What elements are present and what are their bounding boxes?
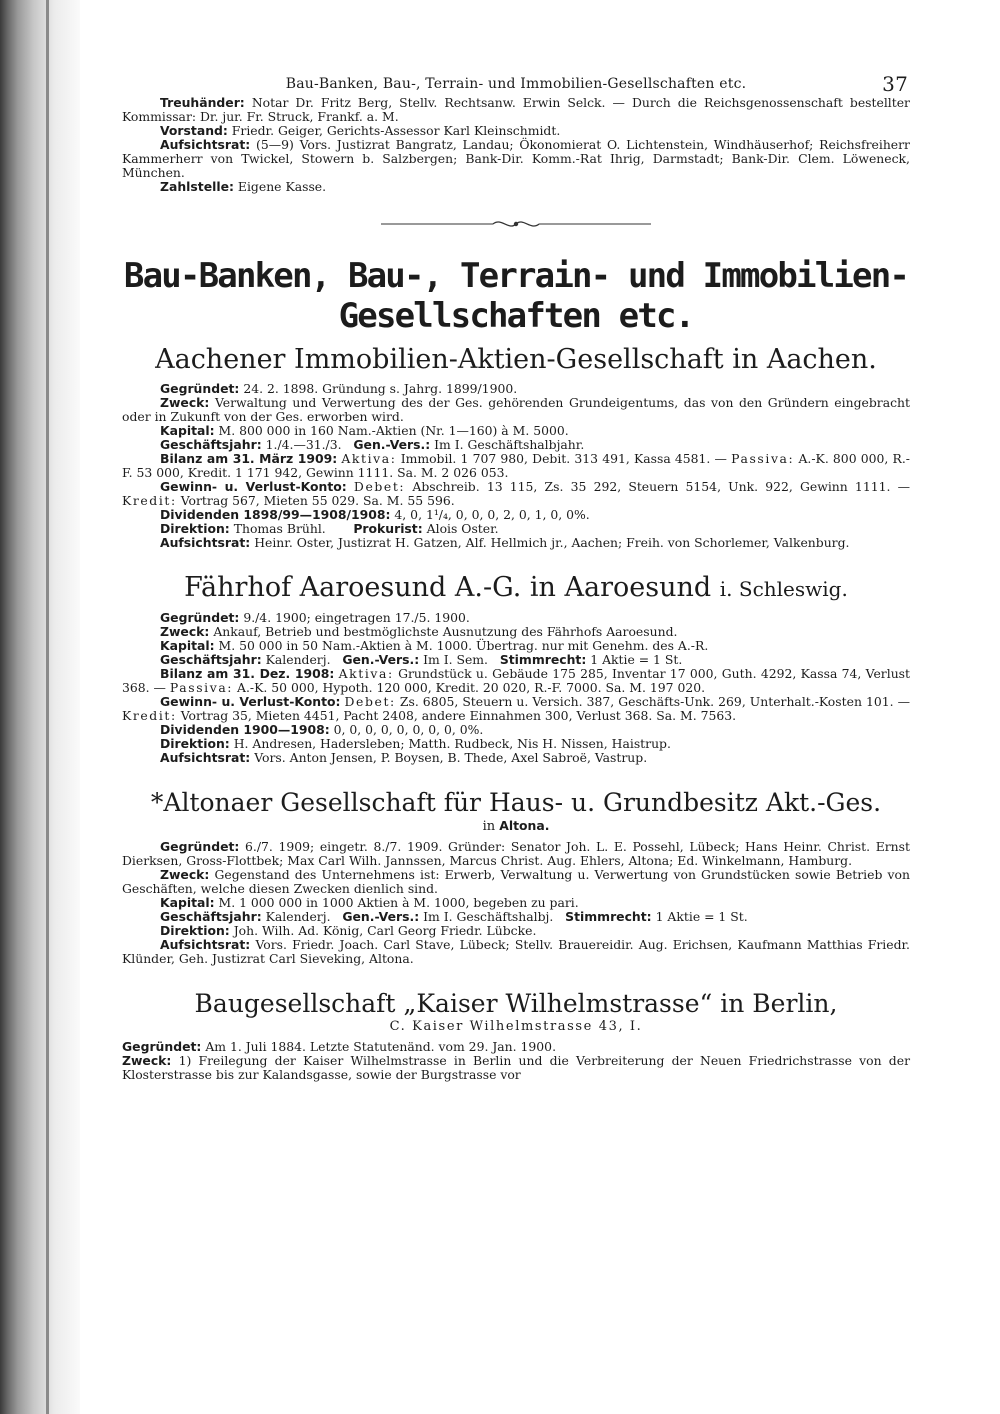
value-text: Immobil. 1 707 980, Debit. 313 491, Kassa 4581. — — [400, 451, 727, 466]
value-text: 9./4. 1900; eingetragen 17./5. 1900. — [243, 610, 470, 625]
key-label: Treuhänder: — [160, 95, 245, 110]
key-label: Gewinn- u. Verlust-Konto: — [160, 479, 347, 494]
value-text: 0, 0, 0, 0, 0, 0, 0, 0, 0%. — [333, 722, 484, 737]
key-label: Stimmrecht: — [565, 909, 652, 924]
value-text: Grundstück u. Gebäude 175 285, Inventar 17 000, Guth. 4292, Kassa 74, Verlust 368. — — [122, 666, 911, 695]
value-text: 1 Aktie = 1 St. — [590, 652, 683, 667]
entry-fiscal-year — [122, 910, 910, 924]
entry-purpose — [122, 625, 910, 639]
value-text: A.-K. 800 000, R.-F. 53 000, Kredit. 1 171 942, Gewinn 1111. Sa. M. 2 026 053. — [122, 451, 910, 480]
value-text: A.-K. 50 000, Hypoth. 120 000, Kredit. 20 020, R.-F. 7000. Sa. M. 197 020. — [237, 680, 706, 695]
page-content — [122, 72, 910, 1082]
entry-capital — [122, 896, 910, 910]
key-label: Geschäftsjahr: — [160, 652, 262, 667]
entry-capital — [122, 424, 910, 438]
value-text: M. 50 000 in 50 Nam.-Aktien à M. 1000. Übertrag. nur mit Genehm. des A.-R. — [218, 638, 709, 653]
entry-dividends — [122, 508, 910, 522]
company-title: *Altonaer Gesellschaft für Haus- u. Grundbesitz Akt.-Ges. — [150, 788, 882, 817]
value-text: Im I. Geschäftshalbj. — [423, 909, 554, 924]
value-text: Vors. Friedr. Joach. Carl Stave, Lübeck; Stellv. Brauereidir. Aug. Erichsen, Kaufmann Matthias Friedr. Klünder, Geh. Justizrat Carl Sieveking, Altona. — [122, 937, 910, 966]
value-text: Im I. Geschäftshalbjahr. — [434, 437, 585, 452]
key-label: Geschäftsjahr: — [160, 909, 262, 924]
spacer — [122, 765, 910, 787]
value-text: (5—9) Vors. Justizrat Bangratz, Landau; Ökonomierat O. Lichtenstein, Windhäuserhof; Reichsfreiherr Kammerherr von Twickel, Stowern b. Salzbergen; Bank-Dir. Komm.-Rat Ihrig, Darmstadt; Bank-Dir. Clem. Löweneck, München. — [122, 137, 910, 180]
key-label: Gen.-Vers.: — [342, 909, 420, 924]
entry-trustee — [122, 96, 910, 124]
entry-supervisory-board — [122, 751, 910, 765]
key-label: Geschäftsjahr: — [160, 437, 262, 452]
value-text: 1 Aktie = 1 St. — [655, 909, 748, 924]
value-text: Ankauf, Betrieb und bestmöglichste Ausnutzung des Fährhofs Aaroesund. — [213, 624, 678, 639]
key-label: Zweck: — [160, 624, 210, 639]
value-text: Am 1. Juli 1884. Letzte Statutenänd. vom 29. Jan. 1900. — [205, 1039, 557, 1054]
value-text: Joh. Wilh. Ad. König, Carl Georg Friedr. Lübcke. — [233, 923, 537, 938]
key-label: Gegründet: — [160, 381, 240, 396]
entry-profit-loss — [122, 695, 910, 723]
value-text: Kalenderj. — [265, 652, 331, 667]
company-title-location: i. Schleswig. — [719, 577, 848, 601]
entry-fiscal-year — [122, 438, 910, 452]
running-header — [122, 72, 910, 96]
key-label: Zweck: — [160, 867, 210, 882]
location-prefix: in — [482, 819, 496, 834]
key-label: Stimmrecht: — [499, 652, 587, 667]
value-text: M. 1 000 000 in 1000 Aktien à M. 1000, begeben zu pari. — [218, 895, 579, 910]
company-address: C. Kaiser Wilhelmstrasse 43, I. — [389, 1019, 643, 1034]
company-entry-aachen — [122, 344, 910, 550]
value-text: 24. 2. 1898. Gründung s. Jahrg. 1899/1900. — [243, 381, 518, 396]
credit-label: Kredit: — [122, 493, 177, 508]
section-title: Bau-Banken, Bau-, Terrain- und Immobilien-Gesellschaften etc. — [123, 256, 909, 336]
key-label: Kapital: — [160, 423, 215, 438]
value-text: Vortrag 35, Mieten 4451, Pacht 2408, andere Einnahmen 300, Verlust 368. Sa. M. 7563. — [180, 708, 737, 723]
value-text: Gegenstand des Unternehmens ist: Erwerb, Verwaltung u. Verwertung von Grundstücken sowie Betrieb von Geschäften, welche diesen Zwecken dienlich sind. — [122, 867, 910, 896]
key-label: Direktion: — [160, 923, 230, 938]
key-label: Aufsichtsrat: — [160, 137, 251, 152]
company-title: Baugesellschaft „Kaiser Wilhelmstrasse“ in Berlin, — [194, 989, 838, 1018]
value-text: 1) Freilegung der Kaiser Wilhelmstrasse in Berlin und die Verbreiterung der Neuen Friedrichstrasse von der Klosterstrasse bis zur Kalandsgasse, sowie der Burgstrasse vor — [122, 1053, 910, 1082]
key-label: Gegründet: — [160, 610, 240, 625]
key-label: Aufsichtsrat: — [160, 937, 251, 952]
key-label: Dividenden 1900—1908: — [160, 722, 330, 737]
ornament-divider — [381, 216, 651, 232]
entry-purpose — [122, 868, 910, 896]
value-text: Friedr. Geiger, Gerichts-Assessor Karl Kleinschmidt. — [231, 123, 561, 138]
value-text: Abschreib. 13 115, Zs. 35 292, Steuern 5154, Unk. 922, Gewinn 1111. — — [412, 479, 910, 494]
value-text: Zs. 6805, Steuern u. Versich. 387, Geschäfts-Unk. 269, Unterhalt.-Kosten 101. — — [399, 694, 910, 709]
key-label: Zweck: — [160, 395, 210, 410]
spacer — [122, 966, 910, 988]
key-label: Gewinn- u. Verlust-Konto: — [160, 694, 341, 709]
value-text: Im I. Sem. — [423, 652, 488, 667]
entry-balance-sheet — [122, 452, 910, 480]
key-label: Prokurist: — [353, 521, 423, 536]
key-label: Kapital: — [160, 895, 215, 910]
company-entry-kaiser-wilhelmstrasse — [122, 988, 910, 1082]
entry-purpose — [122, 396, 910, 424]
assets-label: Aktiva: — [341, 451, 397, 466]
company-title — [122, 572, 910, 605]
entry-dividends — [122, 723, 910, 737]
entry-management — [122, 924, 910, 938]
company-entry-aaroesund — [122, 572, 910, 765]
entry-supervisory-board — [122, 536, 910, 550]
liabilities-label: Passiva: — [169, 680, 234, 695]
key-label: Direktion: — [160, 736, 230, 751]
key-label: Zahlstelle: — [160, 179, 234, 194]
entry-supervisory-board — [122, 138, 910, 180]
entry-capital — [122, 639, 910, 653]
entry-purpose — [122, 1054, 910, 1082]
entry-management — [122, 522, 910, 536]
liabilities-label: Passiva: — [731, 451, 795, 466]
value-text: H. Andresen, Hadersleben; Matth. Rudbeck, Nis H. Nissen, Haistrup. — [233, 736, 671, 751]
entry-fiscal-year — [122, 653, 910, 667]
assets-label: Aktiva: — [338, 666, 394, 681]
key-label: Zweck: — [122, 1053, 172, 1068]
value-text: Vors. Anton Jensen, P. Boysen, B. Thede, Axel Sabroë, Vastrup. — [254, 750, 648, 765]
value-text: 4, 0, 1¹/₄, 0, 0, 0, 2, 0, 1, 0, 0%. — [394, 507, 590, 522]
debit-label: Debet: — [344, 694, 396, 709]
key-label: Aufsichtsrat: — [160, 750, 251, 765]
entry-paying-office — [122, 180, 910, 194]
value-text: Vortrag 567, Mieten 55 029. Sa. M. 55 596. — [180, 493, 455, 508]
key-label: Gegründet: — [122, 1039, 202, 1054]
key-label: Vorstand: — [160, 123, 228, 138]
key-label: Gegründet: — [160, 839, 240, 854]
company-title-main: Fährhof Aaroesund A.-G. in Aaroesund — [184, 572, 712, 603]
binding-edge — [46, 0, 49, 1414]
page-number: 37 — [882, 72, 908, 96]
entry-founded — [122, 611, 910, 625]
value-text: Verwaltung und Verwertung des der Ges. gehörenden Grundeigentums, das von den Gründern eingebracht oder in Zukunft von der Ges. erworben wird. — [122, 395, 910, 424]
value-text: 6./7. 1909; eingetr. 8./7. 1909. Gründer: Senator Joh. L. E. Possehl, Lübeck; Hans Heinr. Christ. Ernst Dierksen, Gross-Flottbek; Max Carl Wilh. Jannssen, Marcus Christ. Aug. Ehlers, Altona; Ed. Winkelmann, Hamburg. — [122, 839, 910, 868]
book-spine-shadow — [0, 0, 80, 1414]
company-location — [122, 819, 910, 834]
value-text: Notar Dr. Fritz Berg, Stellv. Rechtsanw. Erwin Selck. — Durch die Reichsgenossenschaft bestellter Kommissar: Dr. jur. Fr. Struck, Frankf. a. M. — [122, 95, 910, 124]
credit-label: Kredit: — [122, 708, 177, 723]
key-label: Bilanz am 31. März 1909: — [160, 451, 338, 466]
entry-profit-loss — [122, 480, 910, 508]
key-label: Kapital: — [160, 638, 215, 653]
key-label: Dividenden 1898/99—1908/1908: — [160, 507, 391, 522]
entry-balance-sheet — [122, 667, 910, 695]
key-label: Bilanz am 31. Dez. 1908: — [160, 666, 335, 681]
value-text: M. 800 000 in 160 Nam.-Aktien (Nr. 1—160) à M. 5000. — [218, 423, 569, 438]
entry-management — [122, 737, 910, 751]
value-text: 1./4.—31./3. — [265, 437, 342, 452]
entry-founded — [122, 840, 910, 868]
value-text: Alois Oster. — [426, 521, 499, 536]
value-text: Thomas Brühl. — [233, 521, 326, 536]
company-title: Aachener Immobilien-Aktien-Gesellschaft in Aachen. — [155, 344, 877, 375]
value-text: Heinr. Oster, Justizrat H. Gatzen, Alf. Hellmich jr., Aachen; Freih. von Schorlemer, Valkenburg. — [254, 535, 850, 550]
spacer — [122, 550, 910, 572]
key-label: Gen.-Vers.: — [342, 652, 420, 667]
carryover-entry — [122, 96, 910, 194]
entry-founded — [122, 1040, 910, 1054]
debit-label: Debet: — [353, 479, 406, 494]
key-label: Direktion: — [160, 521, 230, 536]
entry-founded — [122, 382, 910, 396]
location-name: Altona. — [499, 818, 550, 833]
entry-supervisory-board — [122, 938, 910, 966]
entry-board — [122, 124, 910, 138]
value-text: Eigene Kasse. — [237, 179, 327, 194]
running-header-title: Bau-Banken, Bau-, Terrain- und Immobilien-Gesellschaften etc. — [285, 76, 747, 92]
key-label: Aufsichtsrat: — [160, 535, 251, 550]
key-label: Gen.-Vers.: — [353, 437, 431, 452]
company-entry-altona — [122, 787, 910, 966]
value-text: Kalenderj. — [265, 909, 331, 924]
